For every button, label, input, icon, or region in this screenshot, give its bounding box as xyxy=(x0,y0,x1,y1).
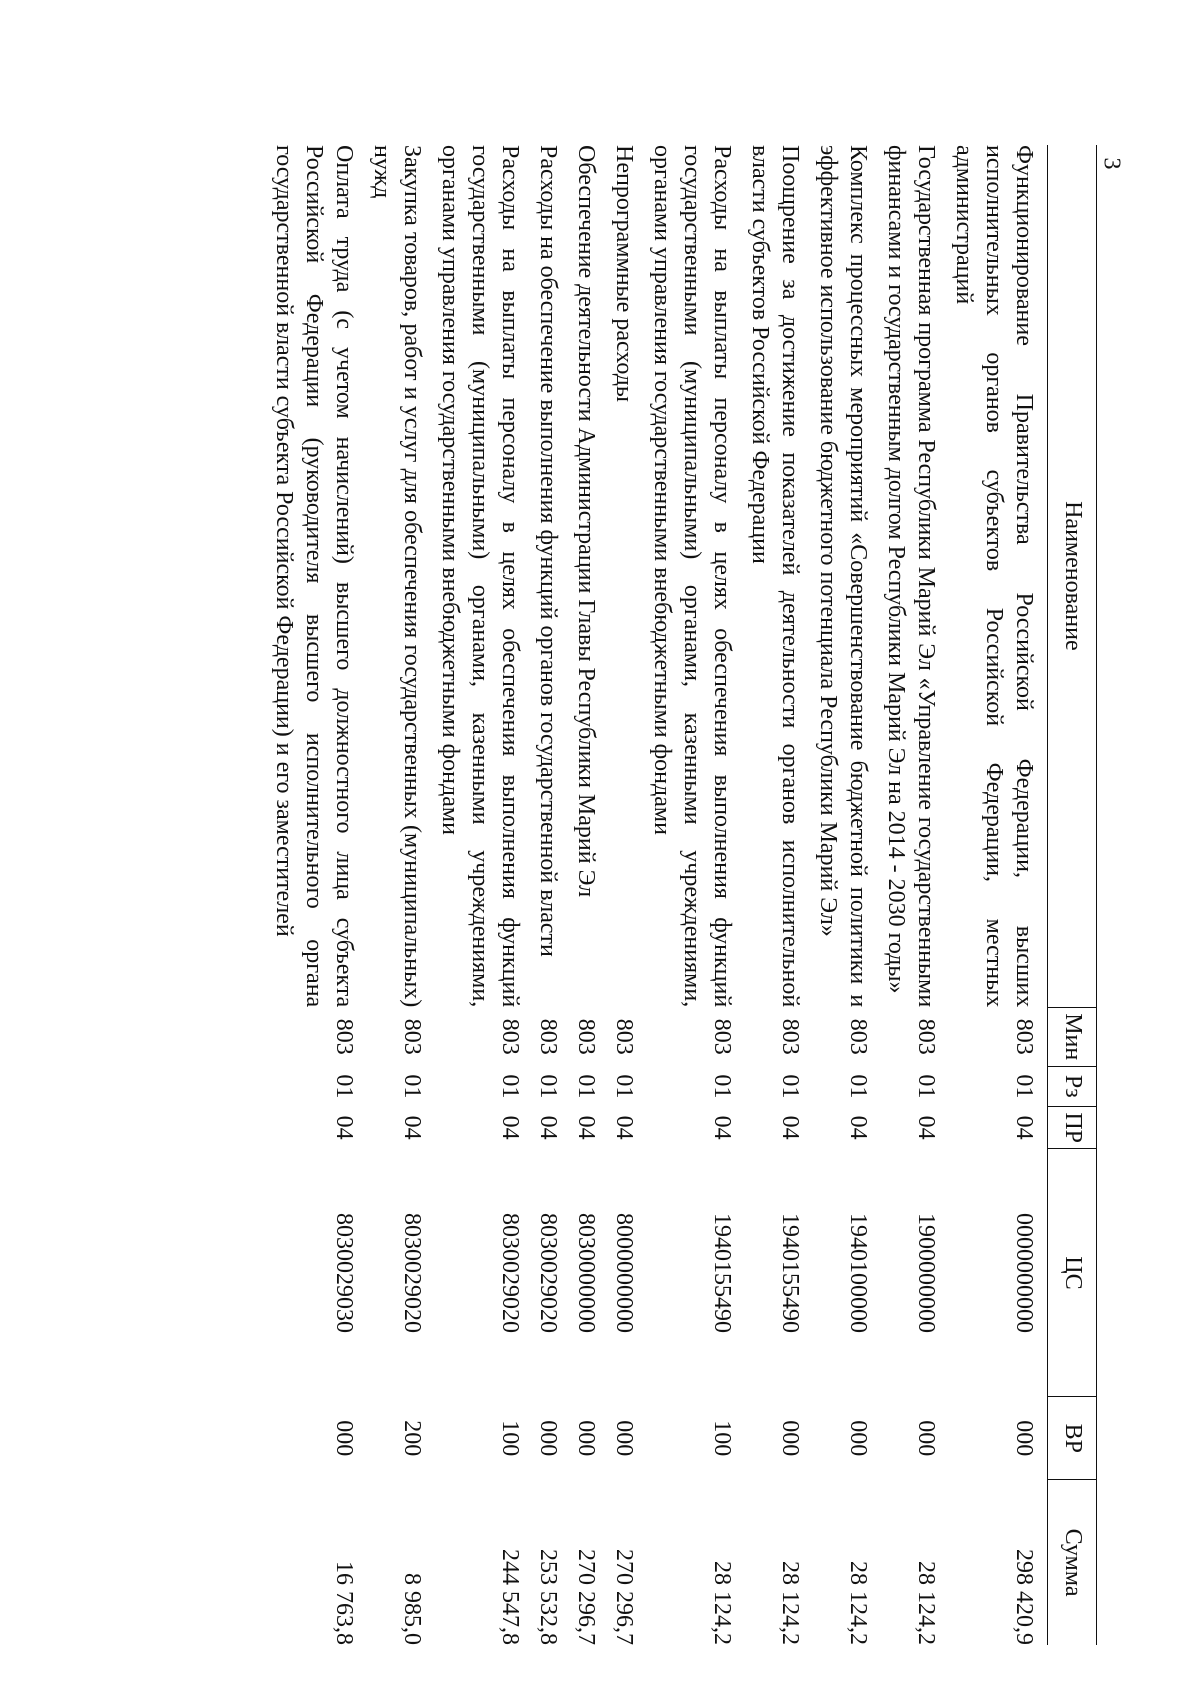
table-row xyxy=(269,145,367,1645)
row-sum: 28 124,2 xyxy=(777,1561,803,1645)
row-name: Функционирование Правительства Российской Федерации, высших исполнительных органов субъектов Российской Федерации, местных администраций xyxy=(951,145,1037,1008)
row-min: 803 xyxy=(709,1018,735,1055)
table-row xyxy=(533,145,571,1645)
row-rz: 01 xyxy=(497,1074,523,1099)
row-pr: 04 xyxy=(845,1115,871,1140)
row-vr: 000 xyxy=(1011,1420,1037,1457)
row-vr: 100 xyxy=(709,1420,735,1457)
row-pr: 04 xyxy=(497,1115,523,1140)
row-pr: 04 xyxy=(573,1115,599,1140)
row-pr: 04 xyxy=(1011,1115,1037,1140)
row-sum: 28 124,2 xyxy=(709,1561,735,1645)
row-cs: 0000000000 xyxy=(1011,1212,1037,1333)
row-pr: 04 xyxy=(331,1115,357,1140)
row-pr: 04 xyxy=(709,1115,735,1140)
row-cs: 1940100000 xyxy=(845,1212,871,1333)
row-cs: 8030029030 xyxy=(331,1212,357,1333)
row-pr: 04 xyxy=(611,1115,637,1140)
row-pr: 04 xyxy=(777,1115,803,1140)
table-row xyxy=(813,145,881,1645)
row-name: Комплекс процессных мероприятий «Совершенствование бюджетной политики и эффективное использование бюджетного потенциала Республики Марий Эл» xyxy=(815,145,871,1008)
row-name: Расходы на выплаты персоналу в целях обеспечения выполнения функций государственными (муниципальными) органами, казенными учреждениями, органами управления государственными внебюджетными фондами xyxy=(437,145,523,1008)
row-vr: 000 xyxy=(845,1420,871,1457)
row-vr: 000 xyxy=(611,1420,637,1457)
row-rz: 01 xyxy=(573,1074,599,1099)
table-row xyxy=(949,145,1048,1645)
row-rz: 01 xyxy=(331,1074,357,1099)
row-sum: 270 296,7 xyxy=(573,1549,599,1645)
row-name: Расходы на выплаты персоналу в целях обеспечения выполнения функций государственными (муниципальными) органами, казенными учреждениями, органами управления государственными внебюджетными фондами xyxy=(649,145,735,1008)
row-sum: 28 124,2 xyxy=(913,1561,939,1645)
row-cs: 8030029020 xyxy=(399,1212,425,1333)
row-sum: 8 985,0 xyxy=(399,1573,425,1645)
row-vr: 000 xyxy=(331,1420,357,1457)
table-row xyxy=(609,145,647,1645)
row-rz: 01 xyxy=(535,1074,561,1099)
row-rz: 01 xyxy=(777,1074,803,1099)
row-min: 803 xyxy=(1011,1018,1037,1055)
row-name: Расходы на обеспечение выполнения функций органов государственной власти xyxy=(535,145,561,957)
row-cs: 1940155490 xyxy=(777,1212,803,1333)
row-vr: 100 xyxy=(497,1420,523,1457)
table-row xyxy=(881,145,949,1645)
row-name: Оплата труда (с учетом начислений) высшего должностного лица субъекта Российской Федерации (руководителя высшего исполнительного органа государственной власти субъекта Российской Федерации) и его заместителей xyxy=(271,145,357,1008)
table-body xyxy=(269,145,1048,1645)
row-rz: 01 xyxy=(709,1074,735,1099)
row-rz: 01 xyxy=(913,1074,939,1099)
row-cs: 8030029020 xyxy=(535,1212,561,1333)
row-vr: 000 xyxy=(573,1420,599,1457)
row-sum: 253 532,8 xyxy=(535,1549,561,1645)
page-number: 3 xyxy=(1098,157,1125,170)
row-sum: 244 547,8 xyxy=(497,1549,523,1645)
row-min: 803 xyxy=(497,1018,523,1055)
table-row xyxy=(435,145,533,1645)
header-cs: ЦС xyxy=(1048,1149,1097,1397)
row-name: Закупка товаров, работ и услуг для обеспечения государственных (муниципальных) нужд xyxy=(369,145,425,1008)
header-name: Наименование xyxy=(1048,145,1097,1007)
row-cs: 8030000000 xyxy=(573,1212,599,1333)
row-min: 803 xyxy=(535,1018,561,1055)
header-sum: Сумма xyxy=(1048,1480,1097,1645)
row-min: 803 xyxy=(777,1018,803,1055)
row-sum: 28 124,2 xyxy=(845,1561,871,1645)
row-rz: 01 xyxy=(845,1074,871,1099)
row-pr: 04 xyxy=(399,1115,425,1140)
row-min: 803 xyxy=(331,1018,357,1055)
row-vr: 200 xyxy=(399,1420,425,1457)
header-pr: ПР xyxy=(1048,1106,1097,1149)
row-cs: 8000000000 xyxy=(611,1212,637,1333)
table-row xyxy=(647,145,745,1645)
row-name: Непрограммные расходы xyxy=(611,145,637,403)
row-vr: 000 xyxy=(913,1420,939,1457)
row-name: Обеспечение деятельности Администрации Главы Республики Марий Эл xyxy=(573,145,599,898)
table-row xyxy=(745,145,813,1645)
row-pr: 04 xyxy=(535,1115,561,1140)
budget-table xyxy=(269,145,1097,1645)
row-sum: 270 296,7 xyxy=(611,1549,637,1645)
row-cs: 1940155490 xyxy=(709,1212,735,1333)
header-rz: Рз xyxy=(1048,1066,1097,1106)
table-header-row xyxy=(1048,145,1097,1645)
row-min: 803 xyxy=(399,1018,425,1055)
budget-table-container xyxy=(157,145,1097,1645)
row-sum: 298 420,9 xyxy=(1011,1549,1037,1645)
header-min: Мин xyxy=(1048,1007,1097,1066)
row-name: Государственная программа Республики Марий Эл «Управление государственными финансами и государственным долгом Республики Марий Эл на 2014 - 2030 годы» xyxy=(883,145,939,1008)
row-min: 803 xyxy=(913,1018,939,1055)
row-sum: 16 763,8 xyxy=(331,1561,357,1645)
header-vr: ВР xyxy=(1048,1397,1097,1480)
table-row xyxy=(571,145,609,1645)
row-name: Поощрение за достижение показателей деятельности органов исполнительной власти субъектов Российской Федерации xyxy=(747,145,803,1008)
table-row xyxy=(367,145,435,1645)
row-rz: 01 xyxy=(399,1074,425,1099)
row-rz: 01 xyxy=(611,1074,637,1099)
row-pr: 04 xyxy=(913,1115,939,1140)
row-min: 803 xyxy=(573,1018,599,1055)
row-cs: 8030029020 xyxy=(497,1212,523,1333)
row-min: 803 xyxy=(845,1018,871,1055)
row-rz: 01 xyxy=(1011,1074,1037,1099)
row-vr: 000 xyxy=(535,1420,561,1457)
row-cs: 1900000000 xyxy=(913,1212,939,1333)
row-vr: 000 xyxy=(777,1420,803,1457)
row-min: 803 xyxy=(611,1018,637,1055)
